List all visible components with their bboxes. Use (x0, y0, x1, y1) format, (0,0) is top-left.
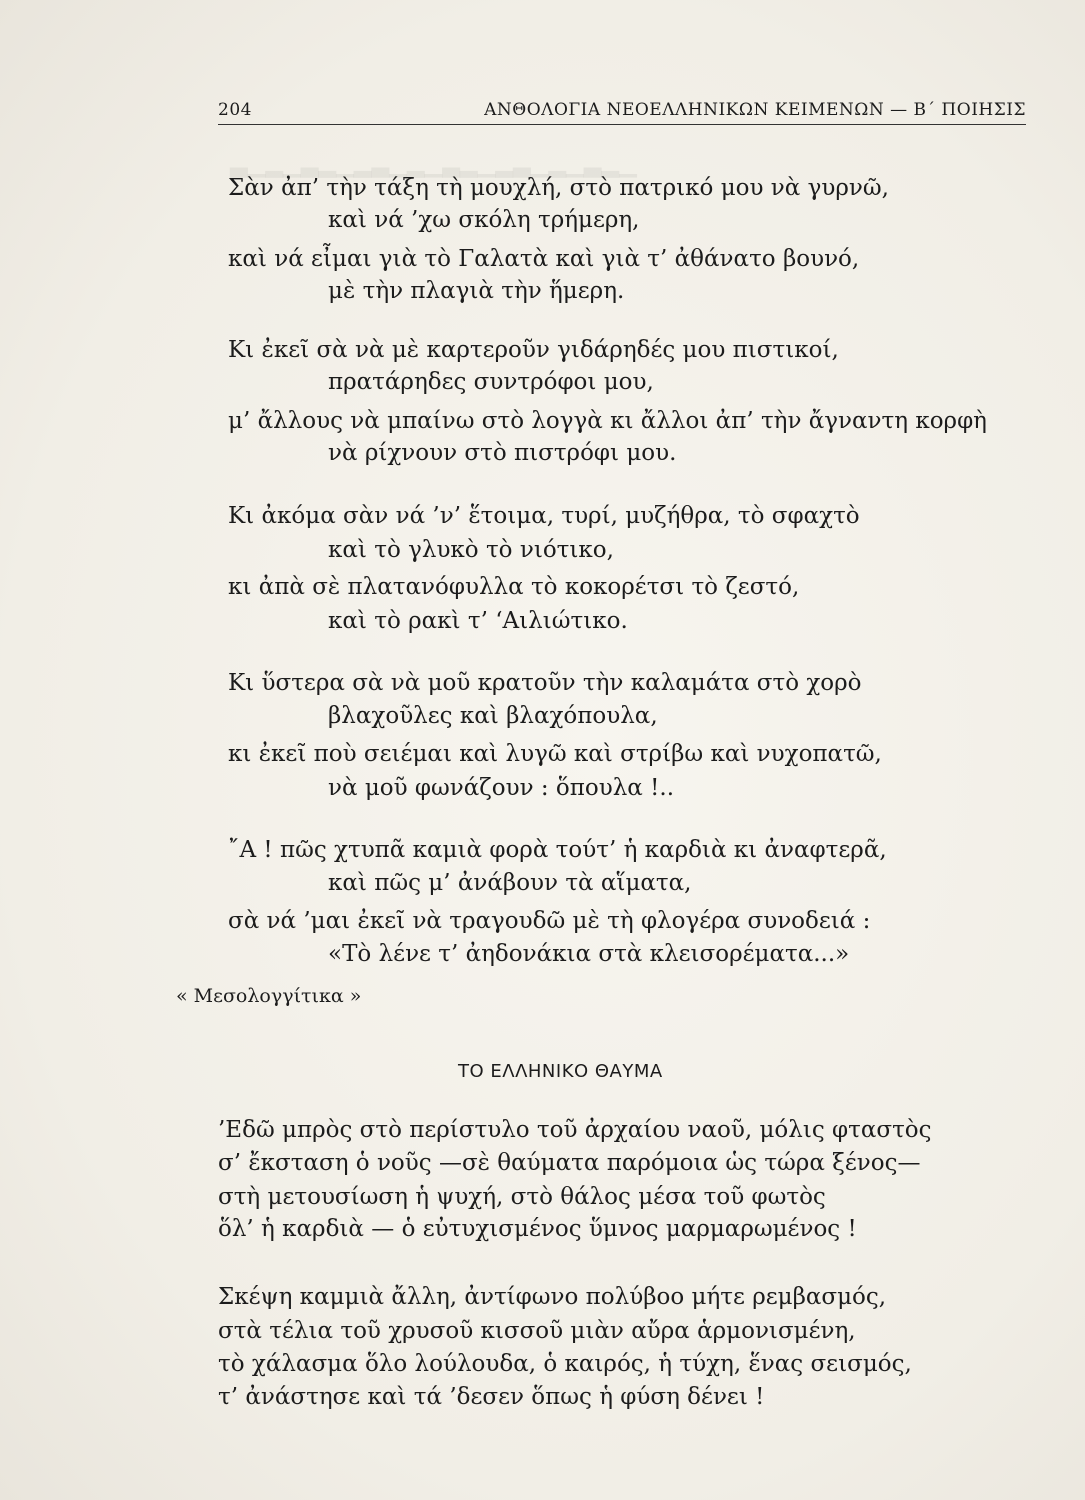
poem-source: « Μεσολογγίτικα » (176, 985, 362, 1007)
running-title: ΑΝΘΟΛΟΓΙΑ ΝΕΟΕΛΛΗΝΙΚΩΝ ΚΕΙΜΕΝΩΝ — Β΄ ΠΟΙΗΣΙΣ (484, 100, 1026, 120)
poem-line: ’Εδῶ μπρὸς στὸ περίστυλο τοῦ ἀρχαίου ναοῦ, μόλις φταστὸς (218, 1117, 932, 1143)
poem-line: κι ἐκεῖ ποὺ σειέμαι καὶ λυγῶ καὶ στρίβω καὶ νυχοπατῶ, (228, 741, 882, 767)
poem-line: σ’ ἔκσταση ὁ νοῦς —σὲ θαύματα παρόμοια ὡς τώρα ξένος— (218, 1150, 921, 1176)
poem-line: στὰ τέλια τοῦ χρυσοῦ κισσοῦ μιὰν αὔρα ἁρμονισμένη, (218, 1318, 856, 1344)
show-through-text: ▁▂▃▁▂▁▃▂▁▂▃▁▂▁▃▂▁▂▃▁▂▁▃ (230, 152, 637, 178)
poem-line: κι ἀπὰ σὲ πλατανόφυλλα τὸ κοκορέτσι τὸ ζεστό, (228, 574, 800, 600)
poem-line: νὰ ρίχνουν στὸ πιστρόφι μου. (328, 440, 677, 466)
poem-line: Σὰν ἀπ’ τὴν τάξη τὴ μουχλή, στὸ πατρικό μου νὰ γυρνῶ, (228, 175, 889, 201)
page-header (218, 100, 1026, 125)
poem-title: ΤΟ ΕΛΛΗΝΙΚΟ ΘΑΥΜΑ (458, 1061, 663, 1082)
poem-line: Κι ἀκόμα σὰν νά ’ν’ ἕτοιμα, τυρί, μυζήθρα, τὸ σφαχτὸ (228, 503, 860, 529)
poem-line: σὰ νά ’μαι ἐκεῖ νὰ τραγουδῶ μὲ τὴ φλογέρα συνοδειά : (228, 908, 871, 934)
poem-line: νὰ μοῦ φωνάζουν : ὅπουλα !.. (328, 775, 675, 801)
poem-line: καὶ πῶς μ’ ἀνάβουν τὰ αἵματα, (328, 870, 692, 896)
poem-line: καὶ τὸ γλυκὸ τὸ νιότικο, (328, 537, 614, 563)
poem-line: πρατάρηδες συντρόφοι μου, (328, 369, 654, 395)
poem-line: Σκέψη καμμιὰ ἄλλη, ἀντίφωνο πολύβοο μήτε ρεμβασμός, (218, 1284, 887, 1310)
poem-line: μὲ τὴν πλαγιὰ τὴν ἥμερη. (328, 278, 625, 304)
poem-line: «Τὸ λένε τ’ ἀηδονάκια στὰ κλεισορέματα...» (328, 941, 850, 967)
poem-line: μ’ ἄλλους νὰ μπαίνω στὸ λογγὰ κι ἄλλοι ἀπ’ τὴν ἄγναντη κορφὴ (228, 408, 987, 434)
poem-line: Κι ὕστερα σὰ νὰ μοῦ κρατοῦν τὴν καλαμάτα στὸ χορὸ (228, 670, 862, 696)
poem-line: τὸ χάλασμα ὅλο λούλουδα, ὁ καιρός, ἡ τύχη, ἕνας σεισμός, (218, 1351, 912, 1377)
page-number: 204 (218, 100, 252, 120)
poem-line: καὶ τὸ ρακὶ τ’ ‘Αιλιώτικο. (328, 608, 628, 634)
poem-line: καὶ νά εἶμαι γιὰ τὸ Γαλατὰ καὶ γιὰ τ’ ἀθάνατο βουνό, (228, 246, 860, 272)
poem-line: Κι ἐκεῖ σὰ νὰ μὲ καρτεροῦν γιδάρηδές μου πιστικοί, (228, 337, 839, 363)
poem-line: ῎Α ! πῶς χτυπᾶ καμιὰ φορὰ τούτ’ ἡ καρδιὰ κι ἀναφτερᾶ, (228, 837, 887, 863)
poem-line: ὅλ’ ἡ καρδιὰ — ὁ εὐτυχισμένος ὕμνος μαρμαρωμένος ! (218, 1216, 857, 1242)
poem-line: στὴ μετουσίωση ἡ ψυχή, στὸ θάλος μέσα τοῦ φωτὸς (218, 1184, 826, 1210)
poem-line: βλαχοῦλες καὶ βλαχόπουλα, (328, 703, 658, 729)
poem-line: τ’ ἀνάστησε καὶ τά ’δεσεν ὅπως ἡ φύση δένει ! (218, 1384, 765, 1410)
poem-line: καὶ νά ’χω σκόλη τρήμερη, (328, 207, 640, 233)
